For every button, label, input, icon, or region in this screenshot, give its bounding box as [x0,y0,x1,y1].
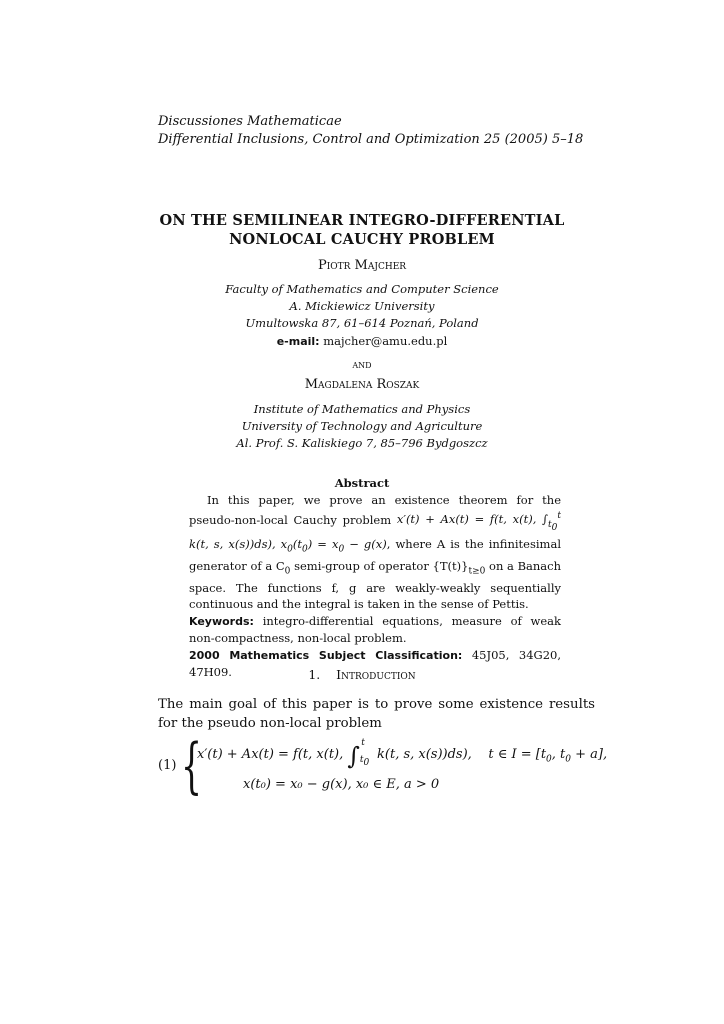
section-number: 1. [308,667,321,682]
abstract-body [189,492,561,681]
keywords-label: Keywords: [189,614,254,628]
intro-paragraph: The main goal of this paper is to prove some existence results for the pseudo non-local problem [158,697,595,731]
email-link[interactable]: majcher@amu.edu.pl [323,334,448,348]
affiliation-line: A. Mickiewicz University [289,299,435,313]
affiliation-line: Al. Prof. S. Kaliskiego 7, 85–796 Bydgoszcz [236,436,488,450]
abstract-text: In this paper, we prove an existence theorem for the pseudo-non-local Cauchy problem [189,493,561,527]
email-label: e-mail: [276,335,320,348]
keywords-text: integro-differential equations, measure of weak non-compactness, non-local problem. [189,613,562,646]
journal-header [158,113,583,149]
section-heading [0,667,724,682]
author-affiliation-1 [0,281,724,332]
abstract-heading: Abstract [334,476,390,490]
abstract-text: on a Banach space. The functions f, g are weakly-weakly sequentially continuous and the integral is taken in the sense of Pettis. [189,558,562,612]
abstract-paragraph: In this paper, we prove an existence theorem for the pseudo-non-local Cauchy problem x′(t) + Ax(t) = f(t, x(t), $\int_{t_0}^t$ k(t, s, x(s))ds), $x_0(t_0) = x_0 - g(x)$, where A is the infinitesimal generator of a $C_0$ semi-group of operator $\{T(t)\}_{t\ge 0}$ on a Banach space. The functions f, g are weakly-weakly sequentially continuous and the integral is taken in the sense of Pettis. [189,493,562,612]
section-title: Introduction [336,667,416,682]
keywords [189,613,561,647]
equation-line-1: x′(t) + Ax(t) = f(t, x(t), $\int_{t_0}^t$ k(t, s, x(s))ds), t ∈ $I = [t_0$, $t_0 + a$], [197,737,608,770]
msc-text: 45J05, 34G20, 47H09. [189,647,562,680]
and-separator: and [352,357,372,371]
affiliation-line: Institute of Mathematics and Physics [253,402,471,416]
equation-brace: { [181,731,203,801]
affiliation-line: University of Technology and Agriculture [241,419,483,433]
journal-series: Differential Inclusions, Control and Optimization 25 (2005) 5–18 [158,132,584,147]
abstract-text: semi-group of operator {T(t)} [290,558,469,573]
author-affiliation-2 [0,401,724,452]
msc-label: 2000 Mathematics Subject Classification: [189,648,463,662]
equation-number: (1) [158,758,177,773]
affiliation-line: Umultowska 87, 61–614 Poznań, Poland [245,316,479,330]
title-line-2: NONLOCAL CAUCHY PROBLEM [229,231,495,248]
title-line-1: ON THE SEMILINEAR INTEGRO-DIFFERENTIAL [159,212,565,229]
equation-line-2: x(t₀) = x₀ − g(x), x₀ ∈ E, a > 0 [243,777,440,792]
paper-title [0,211,724,249]
journal-name: Discussiones Mathematicae [158,114,342,129]
author-email [0,334,724,348]
author-name-2: Magdalena Roszak [304,377,420,392]
abstract-text: , where A is the infinitesimal generator of a C [189,536,561,573]
math-inline: x′(t) + Ax(t) = f(t, x(t), $\int_{t_0}^t$ k(t, s, x(s))ds), $x_0(t_0) = x_0 - g(x)$ [189,511,562,555]
author-name-1: Piotr Majcher [317,258,407,273]
affiliation-line: Faculty of Mathematics and Computer Science [225,282,499,296]
